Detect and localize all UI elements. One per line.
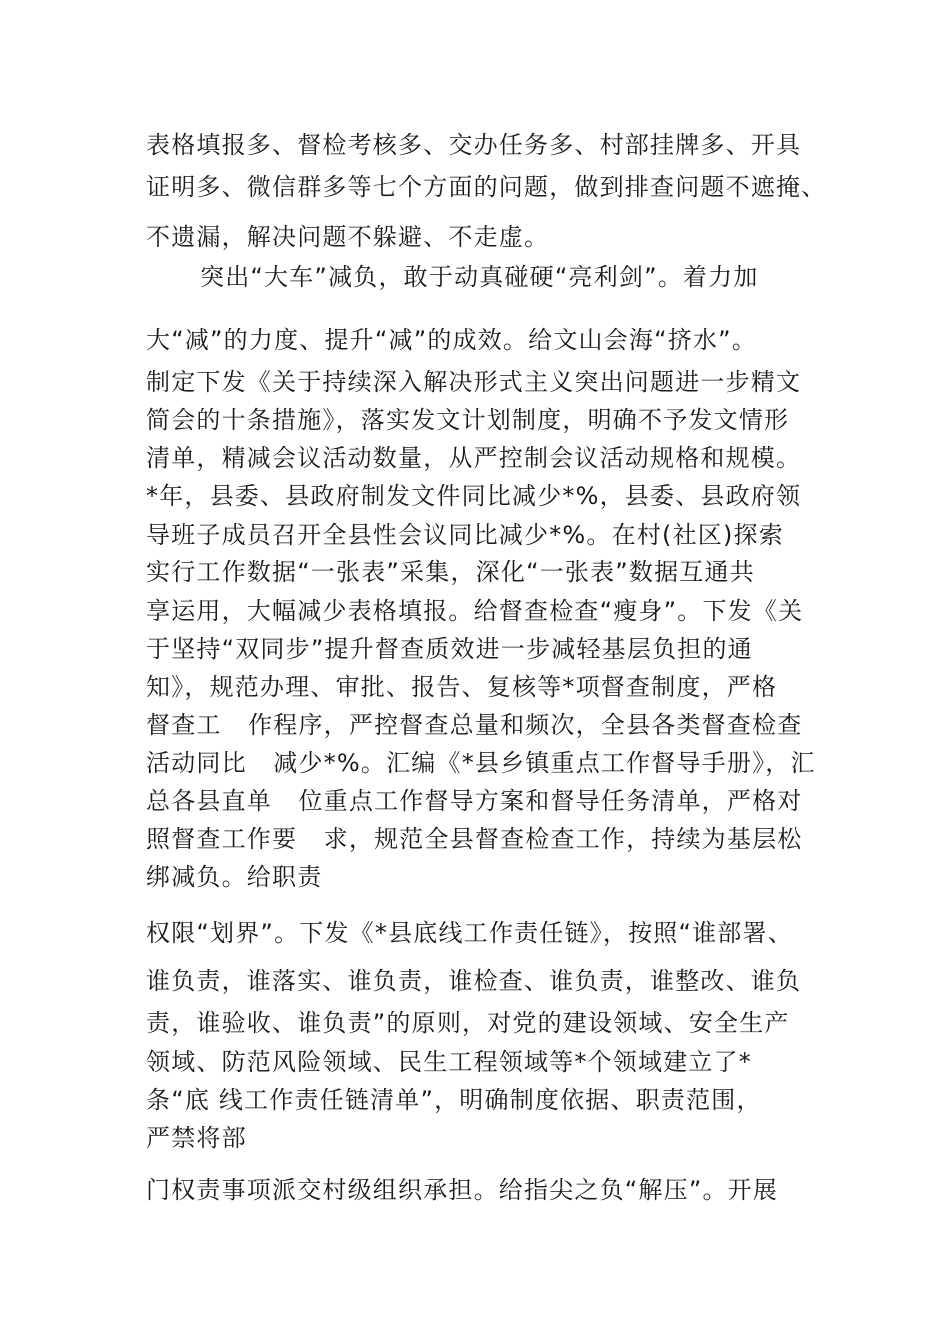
text-line: 简会的十条措施》，落实发文计划制度，明确不予发文情形 [146,406,790,434]
text-line: 实行工作数据“一张表”采集，深化“一张表”数据互通共 [146,558,755,586]
text-line: 制定下发《关于持续深入解决形式主义突出问题进一步精文 [146,368,802,396]
text-line: 知》，规范办理、审批、报告、复核等*项督查制度，严格 [146,673,778,701]
text-line: 于坚持“双同步”提升督查质效进一步减轻基层负担的通 [146,635,753,663]
text-line: 责，谁验收、谁负责”的原则，对党的建设领域、安全生产 [146,1009,790,1037]
text-line: 谁负责，谁落实、谁负责，谁检查、谁负责，谁整改、谁负 [146,967,802,995]
text-line: 表格填报多、督检考核多、交办任务多、村部挂牌多、开具 [146,131,802,159]
text-line: 大“减”的力度、提升“减”的成效。给文山会海“挤水”。 [146,326,757,354]
text-line: 导班子成员召开全县性会议同比减少*%。在村(社区)探索 [146,521,784,549]
text-line: 证明多、微信群多等七个方面的问题，做到排查问题不遮掩、 [146,173,827,201]
text-line: 领域、防范风险领域、民生工程领域等*个领域建立了* [146,1048,752,1076]
text-line: 条“底 线工作责任链清单”，明确制度依据、职责范围， [146,1086,762,1114]
text-line: 不遗漏，解决问题不躲避、不走虚。 [146,223,550,251]
text-line: 门权责事项派交村级组织承担。给指尖之负“解压”。开展 [146,1176,779,1204]
text-line: 享运用，大幅减少表格填报。给督查检查“瘦身”。下发《关 [146,597,804,625]
text-line: 突出“大车”减负，敢于动真碰硬“亮利剑”。着力加 [200,263,759,291]
text-line: 总各县直单 位重点工作督导方案和督导任务清单，严格对 [146,787,803,815]
text-line: *年，县委、县政府制发文件同比减少*%，县委、县政府领 [146,482,802,510]
text-line: 活动同比 减少*%。汇编《*县乡镇重点工作督导手册》，汇 [146,749,816,777]
text-line: 照督查工作要 求，规范全县督查检查工作，持续为基层松 [146,825,803,853]
text-line: 绑减负。给职责 [146,863,323,891]
text-line: 清单，精减会议活动数量，从严控制会议活动规格和规模。 [146,444,802,472]
text-line: 权限“划界”。下发《*县底线工作责任链》，按照“谁部署、 [146,919,793,947]
text-line: 严禁将部 [146,1124,247,1152]
text-line: 督查工 作程序，严控督查总量和频次，全县各类督查检查 [146,711,803,739]
